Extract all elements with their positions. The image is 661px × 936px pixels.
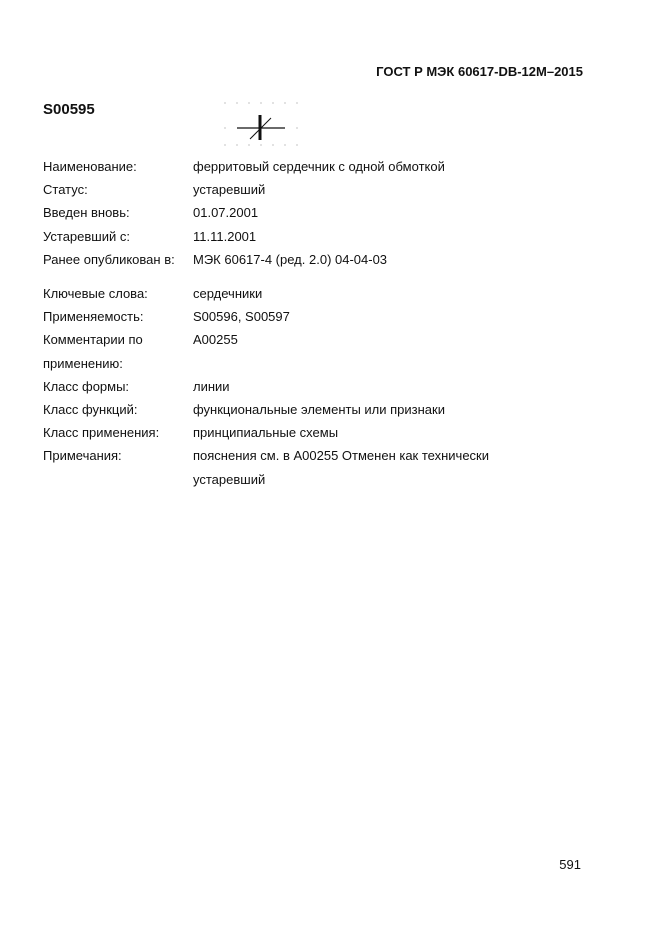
attr-value: пояснения см. в A00255 Отменен как технически устаревший (193, 448, 490, 487)
attr-row (43, 201, 563, 224)
attr-value: принципиальные схемы (193, 425, 339, 441)
attr-value: линии (193, 378, 230, 394)
standard-header: ГОСТ Р МЭК 60617-DB-12M–2015 (376, 64, 583, 79)
attr-row (43, 248, 563, 271)
attr-label: Комментарии по применению: (43, 332, 143, 371)
attr-row (43, 444, 563, 490)
attr-value: 01.07.2001 (193, 205, 259, 221)
attribute-table (43, 155, 563, 491)
attr-row (43, 328, 563, 374)
attr-value: функциональные элементы или признаки (193, 402, 445, 418)
attr-label: Класс формы: (43, 378, 130, 394)
attr-row (43, 225, 563, 248)
attr-label: Примечания: (43, 448, 122, 464)
attr-value: сердечники (193, 286, 263, 302)
attr-label: Класс применения: (43, 425, 160, 441)
attr-label: Ключевые слова: (43, 286, 148, 302)
attr-row (43, 375, 563, 398)
attr-row (43, 421, 563, 444)
attr-value: ферритовый сердечник с одной обмоткой (193, 159, 445, 174)
attr-label: Устаревший с: (43, 228, 130, 244)
attr-label: Применяемость: (43, 309, 144, 325)
attr-value: 11.11.2001 (193, 228, 257, 244)
attr-label: Введен вновь: (43, 205, 130, 221)
attr-row (43, 305, 563, 328)
page-number: 591 (559, 857, 581, 872)
attr-row (43, 398, 563, 421)
attr-row (43, 155, 563, 178)
attr-row (43, 178, 563, 201)
attr-label: Ранее опубликован в: (43, 251, 175, 267)
attr-value: МЭК 60617-4 (ред. 2.0) 04-04-03 (193, 251, 388, 267)
attr-value: устаревший (193, 182, 266, 198)
attr-label: Класс функций: (43, 402, 138, 418)
attr-value: A00255 (193, 332, 238, 348)
attr-label: Наименование: (43, 159, 137, 174)
attr-label: Статус: (43, 182, 88, 198)
ferrite-core-symbol-icon (220, 98, 305, 150)
attr-row (43, 282, 563, 305)
attr-value: S00596, S00597 (193, 309, 290, 325)
symbol-code: S00595 (43, 101, 95, 118)
